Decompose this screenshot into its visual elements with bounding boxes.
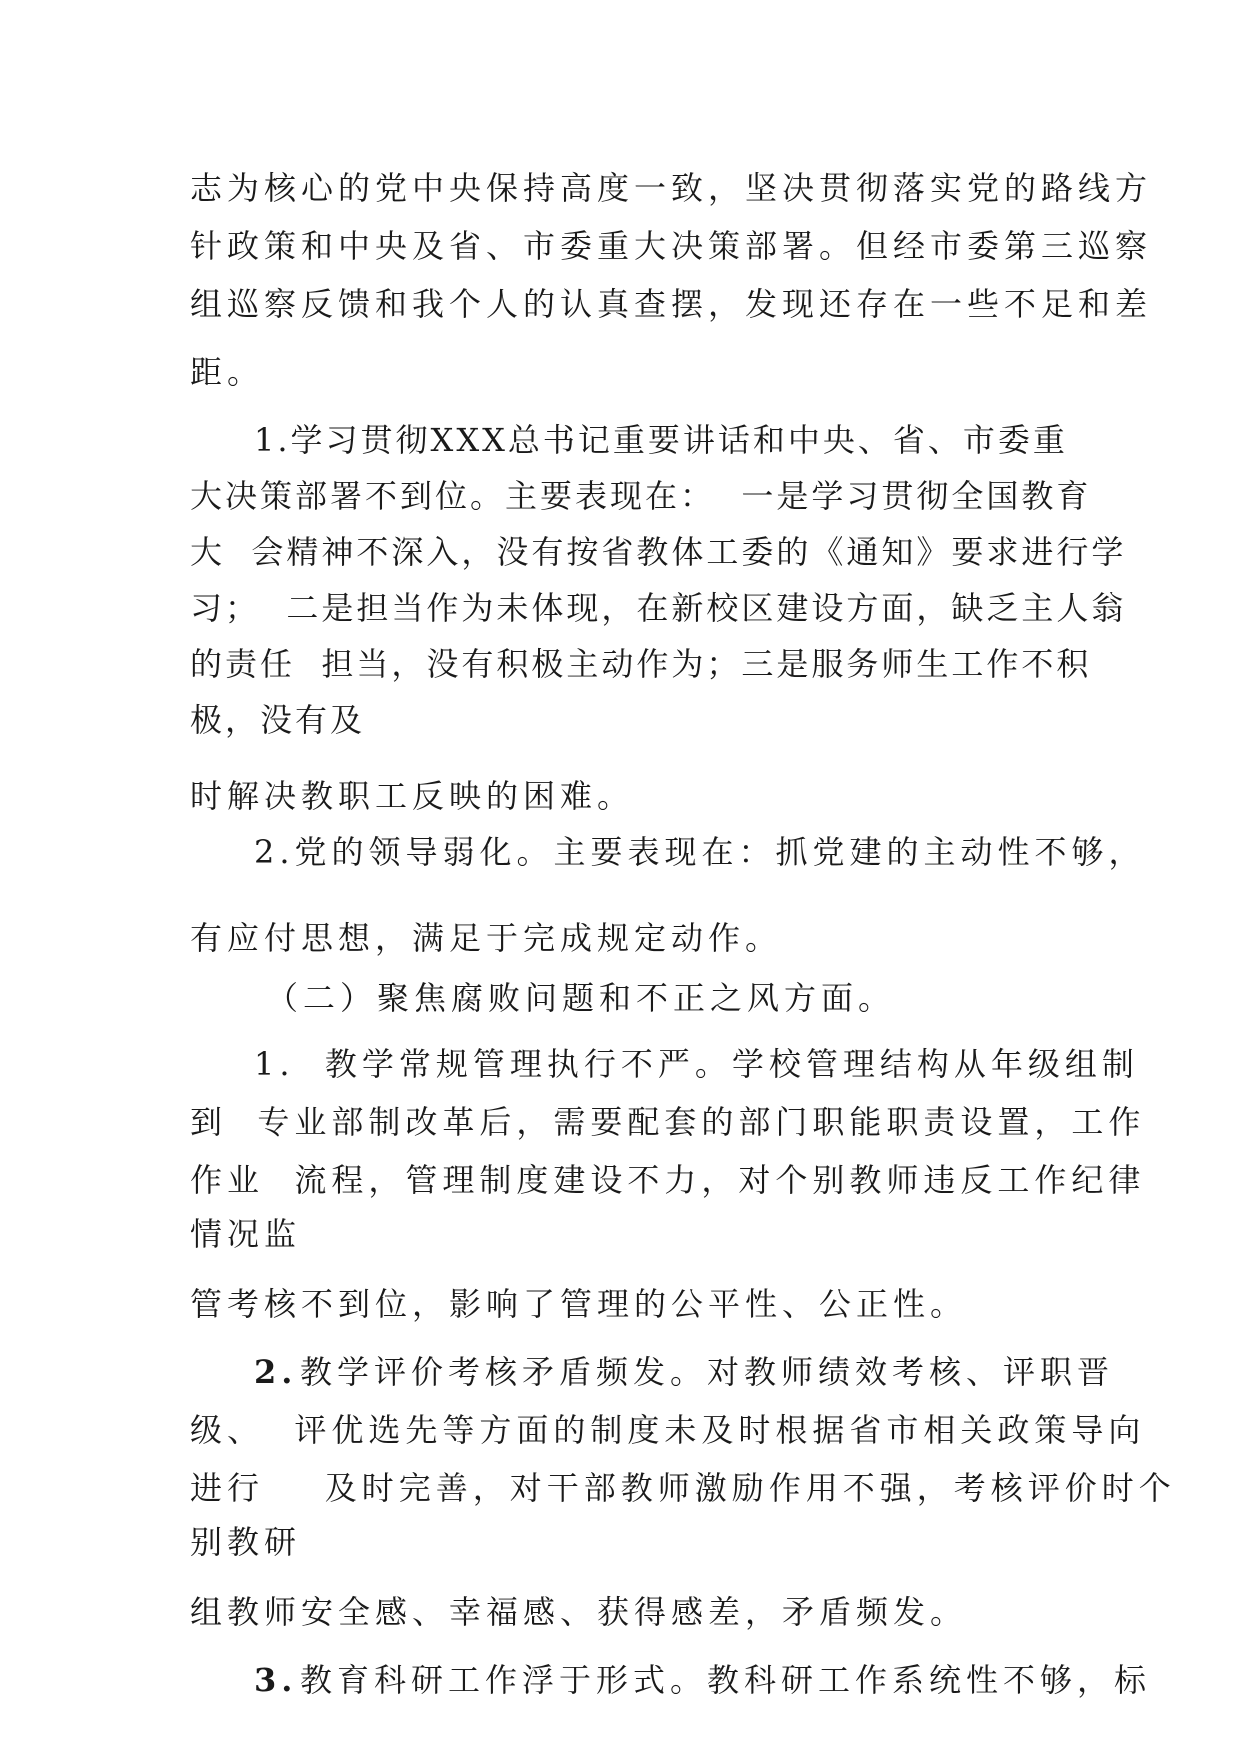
section-item-heading: 教育科研工作浮于形式。教科研工作系统性不够，标	[300, 1661, 1152, 1699]
paragraph-line: 有应付思想，满足于完成规定动作。	[190, 919, 783, 957]
paragraph-line: 针政策和中央及省、市委重大决策部署。但经市委第三巡察	[190, 227, 1153, 265]
paragraph-line: 管考核不到位，影响了管理的公平性、公正性。	[190, 1285, 968, 1323]
section-item-heading: 1.学习贯彻XXX总书记重要讲话和中央、省、市委重	[254, 421, 1068, 459]
paragraph-line: 组巡察反馈和我个人的认真查摆，发现还存在一些不足和差	[190, 285, 1153, 323]
paragraph-line: 极，没有及	[190, 701, 366, 739]
section-item-heading: 1. 教学常规管理执行不严。学校管理结构从年级组制	[254, 1045, 1139, 1083]
paragraph-line: 的责任 担当，没有积极主动作为；三是服务师生工作不积	[190, 645, 1092, 683]
paragraph-line: 大决策部署不到位。主要表现在： 一是学习贯彻全国教育	[190, 477, 1092, 515]
paragraph-line: 大 会精神不深入，没有按省教体工委的《通知》要求进行学	[190, 533, 1127, 571]
paragraph-line: 距。	[190, 353, 265, 391]
paragraph-line: 别教研	[190, 1523, 302, 1561]
section-heading: （二）聚焦腐败问题和不正之风方面。	[266, 979, 896, 1017]
paragraph-line: 情况监	[190, 1215, 302, 1253]
item-number: 3.	[254, 1661, 298, 1699]
section-item-heading: 教学评价考核矛盾频发。对教师绩效考核、评职晋	[300, 1353, 1115, 1391]
paragraph-line: 时解决教职工反映的困难。	[190, 777, 635, 815]
paragraph-line: 级、 评优选先等方面的制度未及时根据省市相关政策导向	[190, 1411, 1146, 1449]
section-item-heading: 2.党的领导弱化。主要表现在：抓党建的主动性不够，	[254, 833, 1146, 871]
paragraph-line: 志为核心的党中央保持高度一致，坚决贯彻落实党的路线方	[190, 169, 1153, 207]
paragraph-line: 进行 及时完善，对干部教师激励作用不强，考核评价时个	[190, 1469, 1176, 1507]
paragraph-line: 到 专业部制改革后，需要配套的部门职能职责设置，工作	[190, 1103, 1146, 1141]
paragraph-line: 作业 流程，管理制度建设不力，对个别教师违反工作纪律	[190, 1161, 1146, 1199]
paragraph-line: 习； 二是担当作为未体现，在新校区建设方面，缺乏主人翁	[190, 589, 1127, 627]
paragraph-line: 组教师安全感、幸福感、获得感差，矛盾频发。	[190, 1593, 968, 1631]
item-number: 2.	[254, 1353, 298, 1391]
